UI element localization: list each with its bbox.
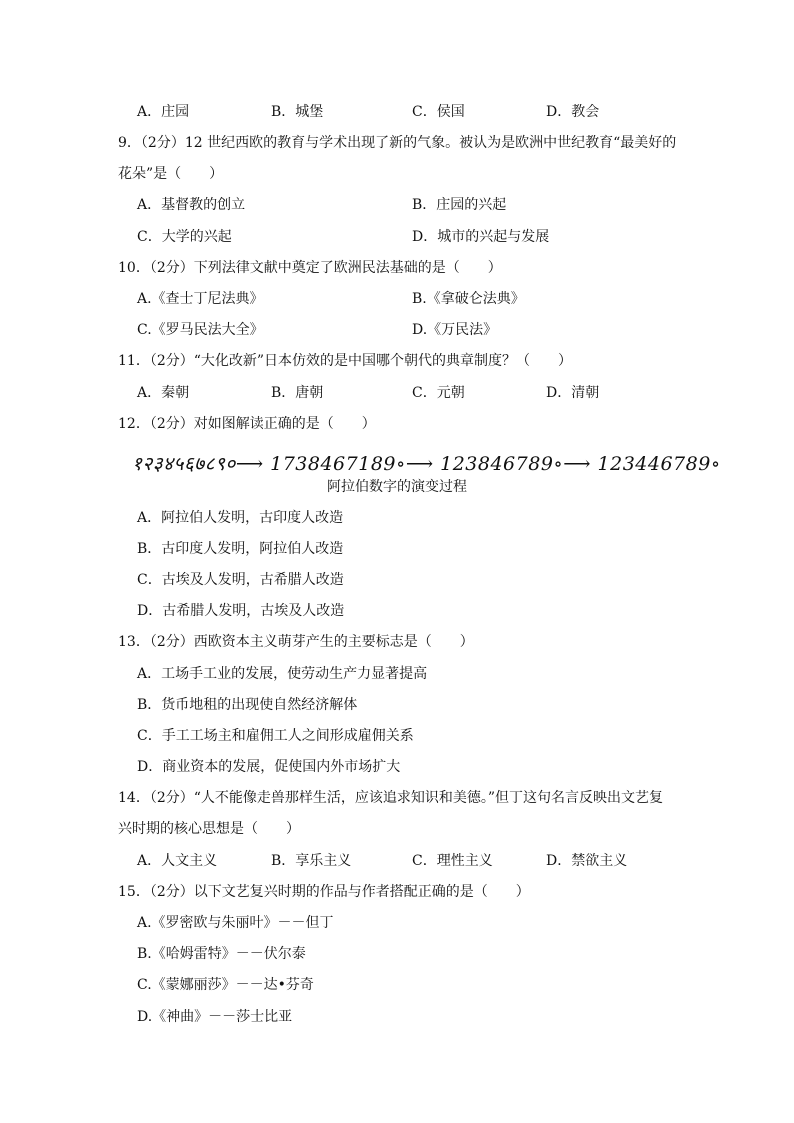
q12-option-d: D．古希腊人发明，古埃及人改造 — [137, 603, 345, 619]
q11-option-c: C．元朝 — [412, 385, 465, 401]
q14-option-c: C．理性主义 — [412, 853, 493, 869]
q9-option-a: A．基督教的创立 — [137, 197, 246, 213]
q9-option-c: C．大学的兴起 — [137, 229, 232, 245]
q9-stem-line1: 9．（2分）12 世纪西欧的教育与学术出现了新的气象。被认为是欧洲中世纪教育“最美好的 — [118, 135, 677, 151]
q11-option-d: D．清朝 — [546, 385, 600, 401]
numeral-evolution-figure — [132, 450, 721, 476]
q11-stem: 11．（2分）“大化改新”日本仿效的是中国哪个朝代的典章制度？（ ） — [118, 353, 573, 369]
q15-option-c: C.《蒙娜丽莎》－－达•芬奇 — [137, 977, 314, 993]
q12-option-a: A．阿拉伯人发明，古印度人改造 — [137, 510, 344, 526]
q14-stem-line2: 兴时期的核心思想是（ ） — [118, 821, 300, 837]
q11-option-a: A．秦朝 — [137, 385, 190, 401]
arrow-icon: ⟶ — [235, 453, 264, 475]
q10-option-b: B.《拿破仑法典》 — [412, 291, 525, 307]
figure-caption: 阿拉伯数字的演变过程 — [327, 479, 467, 495]
q12-stem: 12．（2分）对如图解读正确的是（ ） — [118, 416, 376, 432]
q13-option-a: A．工场手工业的发展，使劳动生产力显著提高 — [137, 666, 428, 682]
q9-option-b: B．庄园的兴起 — [412, 197, 507, 213]
q13-stem: 13．（2分）西欧资本主义萌芽产生的主要标志是（ ） — [118, 634, 474, 650]
arrow-icon: ⟶ — [405, 453, 434, 475]
numerals-stage-3: 123846789∘ — [440, 453, 564, 475]
q8-option-a: A．庄园 — [137, 104, 190, 120]
q14-option-b: B．享乐主义 — [271, 853, 352, 869]
q13-option-c: C．手工工场主和雇佣工人之间形成雇佣关系 — [137, 728, 414, 744]
q8-option-c: C．侯国 — [412, 104, 465, 120]
q13-option-d: D．商业资本的发展，促使国内外市场扩大 — [137, 759, 401, 775]
q15-option-a: A.《罗密欧与朱丽叶》－－但丁 — [137, 915, 334, 931]
q12-option-b: B．古印度人发明，阿拉伯人改造 — [137, 541, 344, 557]
q10-option-d: D.《万民法》 — [412, 322, 498, 338]
q12-option-c: C．古埃及人发明，古希腊人改造 — [137, 572, 344, 588]
q11-option-b: B．唐朝 — [271, 385, 324, 401]
q15-option-d: D.《神曲》－－莎士比亚 — [137, 1009, 293, 1025]
q14-stem-line1: 14．（2分）“人不能像走兽那样生活，应该追求知识和美德。”但丁这句名言反映出文艺复 — [118, 790, 664, 806]
q9-stem-line2: 花朵”是（ ） — [118, 166, 224, 182]
numerals-stage-4: 123446789∘ — [597, 453, 721, 475]
q9-option-d: D．城市的兴起与发展 — [412, 229, 550, 245]
q10-option-a: A.《查士丁尼法典》 — [137, 291, 264, 307]
q14-option-a: A．人文主义 — [137, 853, 218, 869]
q8-option-b: B．城堡 — [271, 104, 324, 120]
q14-option-d: D．禁欲主义 — [546, 853, 628, 869]
numerals-stage-2: 1738467189∘ — [270, 453, 406, 475]
q13-option-b: B．货币地租的出现使自然经济解体 — [137, 697, 358, 713]
numerals-stage-1: १२३४५६७८९० — [132, 453, 236, 475]
q10-option-c: C.《罗马民法大全》 — [137, 322, 264, 338]
q8-option-d: D．教会 — [546, 104, 600, 120]
q10-stem: 10．（2分）下列法律文献中奠定了欧洲民法基础的是（ ） — [118, 260, 502, 276]
q15-stem: 15．（2分）以下文艺复兴时期的作品与作者搭配正确的是（ ） — [118, 884, 530, 900]
q15-option-b: B.《哈姆雷特》－－伏尔泰 — [137, 946, 306, 962]
arrow-icon: ⟶ — [563, 453, 591, 475]
